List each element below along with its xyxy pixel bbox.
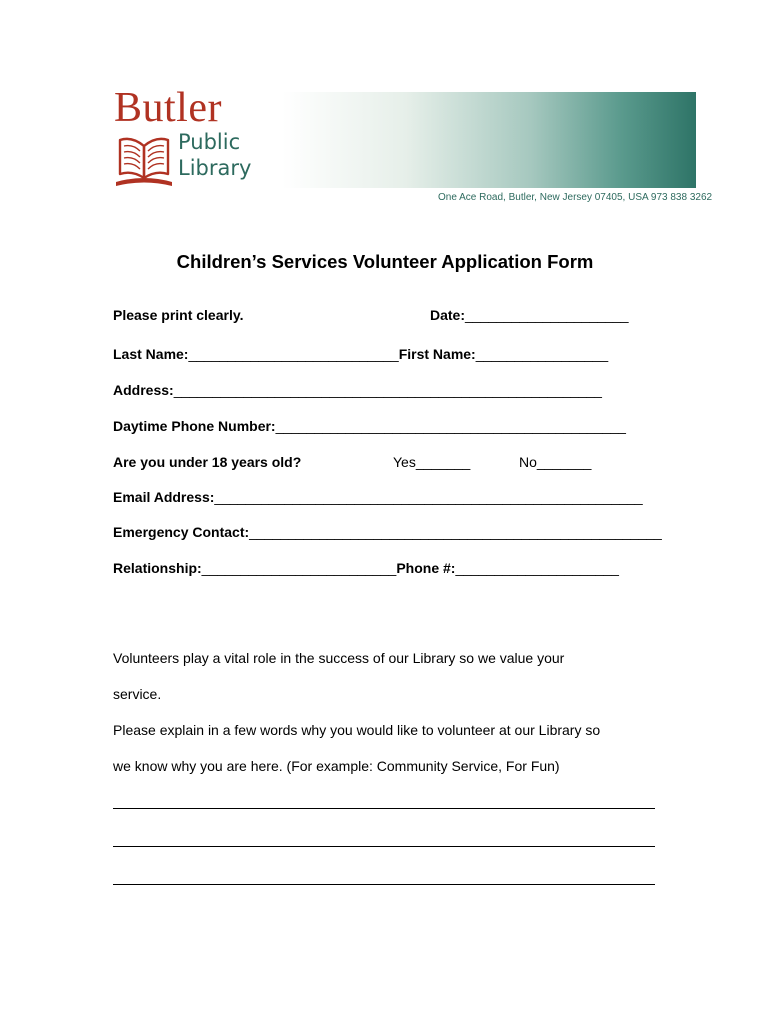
volunteer-paragraph-line1: Volunteers play a vital role in the success of our Library so we value your — [113, 650, 565, 666]
open-book-icon — [114, 134, 176, 188]
answer-line-1[interactable] — [113, 808, 655, 809]
first-name-label: First Name: — [398, 346, 476, 362]
age-question: Are you under 18 years old? — [113, 454, 302, 470]
phone2-blank[interactable]: _____________________ — [455, 560, 619, 576]
relationship-label: Relationship: — [113, 560, 202, 576]
age-no-option[interactable]: No_______ — [519, 454, 592, 470]
relationship-blank[interactable]: _________________________ — [201, 560, 397, 576]
last-name-blank[interactable]: ___________________________ — [188, 346, 399, 362]
phone2-label: Phone #: — [396, 560, 456, 576]
date-blank[interactable]: _____________________ — [465, 307, 629, 323]
print-clearly-note: Please print clearly. — [113, 307, 244, 323]
last-name-field[interactable] — [113, 346, 608, 362]
emergency-contact-blank[interactable]: _____________________________________________________ — [249, 524, 662, 540]
logo-library-text: Library — [178, 156, 252, 180]
email-field[interactable] — [113, 489, 643, 505]
email-label: Email Address: — [113, 489, 215, 505]
address-blank[interactable]: _______________________________________________________ — [173, 382, 602, 398]
answer-line-2[interactable] — [113, 846, 655, 847]
logo-butler-text: Butler — [114, 85, 222, 131]
last-name-label: Last Name: — [113, 346, 189, 362]
address-label: Address: — [113, 382, 174, 398]
explain-paragraph-line1: Please explain in a few words why you would like to volunteer at our Library so — [113, 722, 601, 738]
emergency-contact-field[interactable] — [113, 524, 662, 540]
date-field[interactable] — [430, 307, 629, 323]
explain-paragraph-line2: we know why you are here. (For example: Community Service, For Fun) — [113, 758, 560, 774]
age-yes-option[interactable]: Yes_______ — [393, 454, 471, 470]
daytime-phone-label: Daytime Phone Number: — [113, 418, 276, 434]
volunteer-paragraph-line2: service. — [113, 686, 162, 702]
address-field[interactable] — [113, 382, 602, 398]
daytime-phone-field[interactable] — [113, 418, 626, 434]
answer-line-3[interactable] — [113, 884, 655, 885]
header-banner — [112, 85, 696, 188]
library-address: One Ace Road, Butler, New Jersey 07405, USA 973 838 3262 — [438, 192, 713, 203]
banner-gradient — [282, 92, 696, 188]
page-title: Children’s Services Volunteer Application Form — [176, 251, 594, 272]
logo-public-text: Public — [178, 130, 241, 154]
date-label: Date: — [430, 307, 466, 323]
emergency-contact-label: Emergency Contact: — [113, 524, 250, 540]
relationship-field[interactable] — [113, 560, 619, 576]
email-blank[interactable]: _______________________________________________________ — [214, 489, 643, 505]
daytime-phone-blank[interactable]: _____________________________________________ — [275, 418, 626, 434]
first-name-blank[interactable]: _________________ — [475, 346, 609, 362]
